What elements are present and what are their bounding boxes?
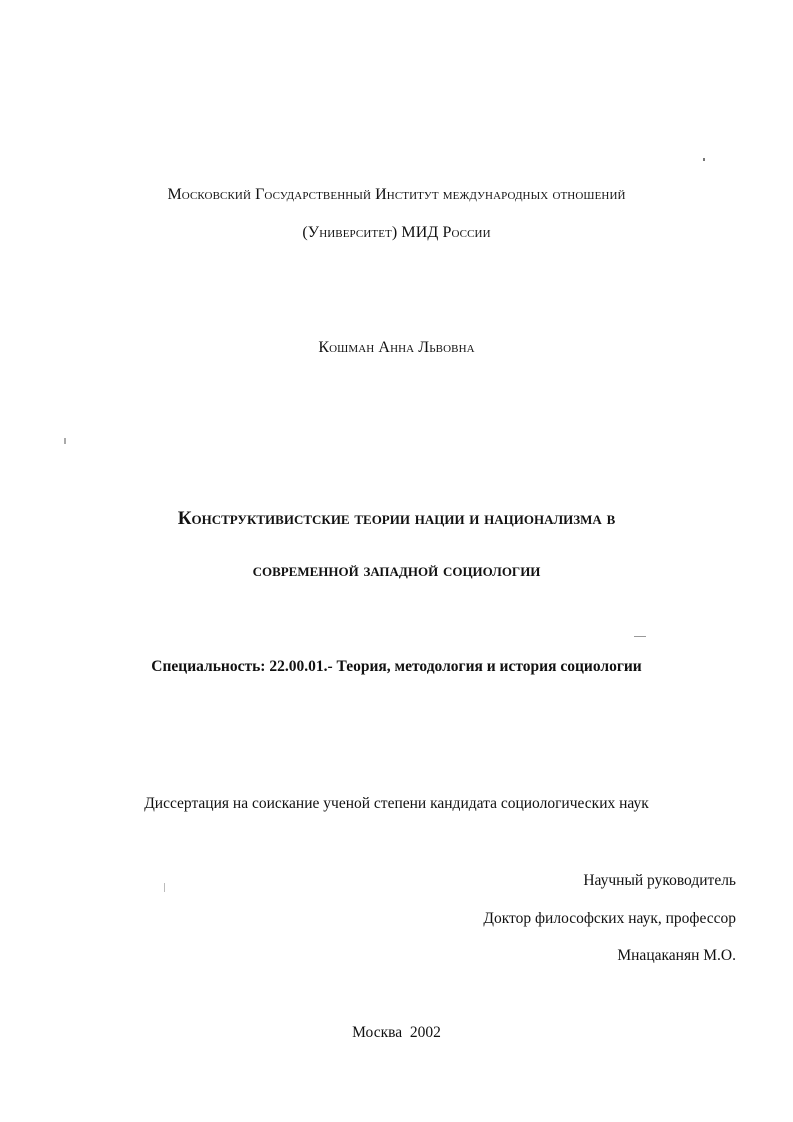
scan-speck [634, 636, 646, 637]
scan-speck [703, 158, 705, 161]
place-year: Москва 2002 [352, 1024, 441, 1041]
thesis-title-line-1: Конструктивистские теории нации и национализма в [177, 508, 616, 529]
supervisor-role: Научный руководитель [583, 872, 736, 889]
supervisor-title: Доктор философских наук, профессор [483, 910, 736, 927]
scan-speck [164, 883, 165, 892]
specialty: Специальность: 22.00.01.- Теория, методология и история социологии [151, 658, 642, 675]
degree-statement: Диссертация на соискание ученой степени кандидата социологических наук [144, 795, 649, 812]
author-name: Кошман Анна Львовна [318, 339, 475, 356]
institute-line-2: (Университет) МИД России [302, 224, 491, 241]
institute-line-1: Московский Государственный Институт международных отношений [167, 186, 626, 203]
scan-speck [64, 438, 66, 444]
supervisor-name: Мнацаканян М.О. [617, 947, 736, 964]
thesis-title-line-2: современной западной социологии [252, 560, 541, 581]
